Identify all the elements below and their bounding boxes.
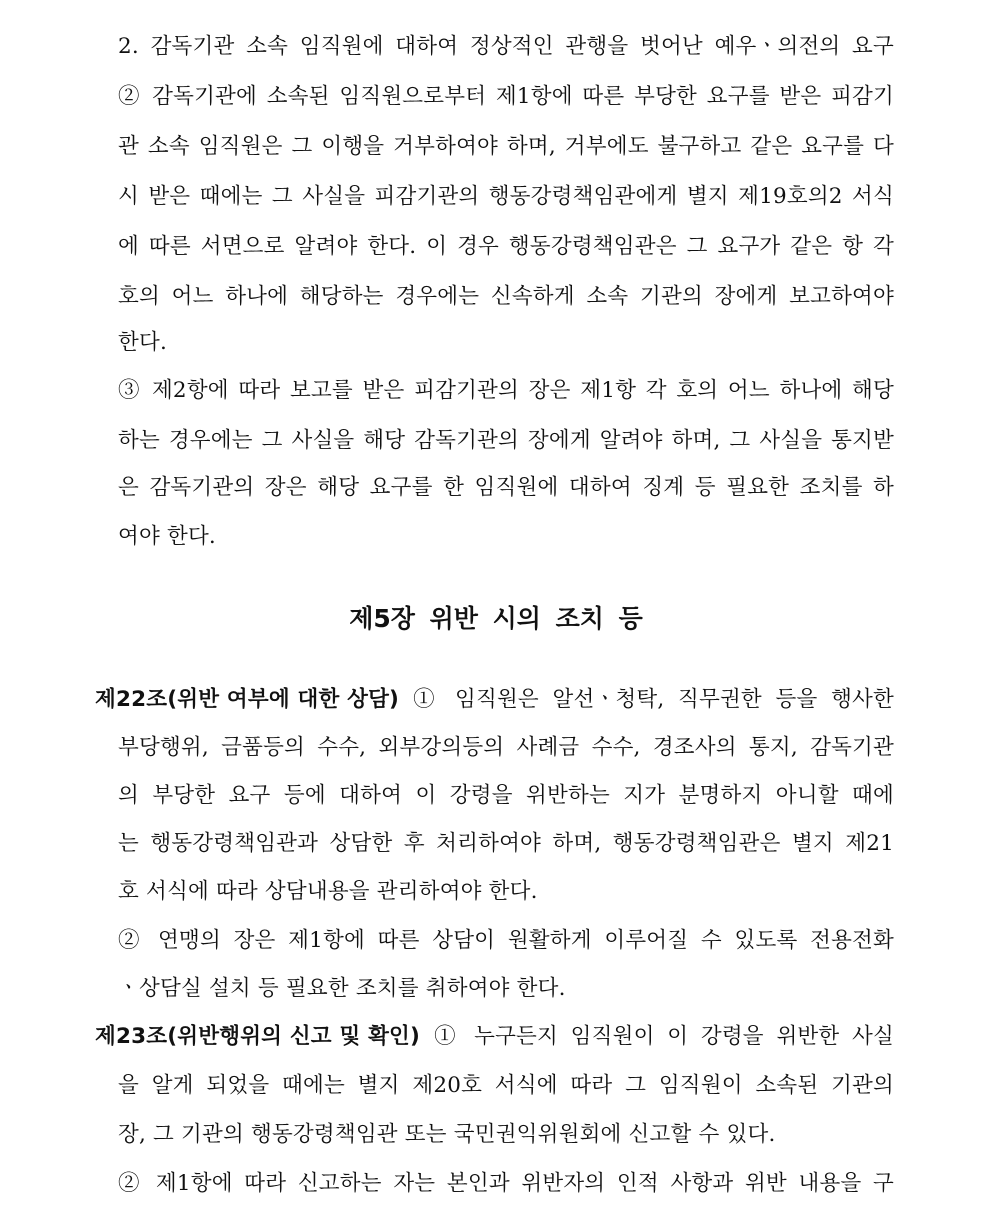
paragraph-2-line-4: 에 따른 서면으로 알려야 한다. 이 경우 행동강령책임관은 그 요구가 같은 항 각 xyxy=(118,234,894,259)
article-23-line-1-text: ① 누구든지 임직원이 이 강령을 위반한 사실 xyxy=(434,1024,894,1049)
paragraph-3-line-3: 은 감독기관의 장은 해당 요구를 한 임직원에 대하여 징계 등 필요한 조치를 하 xyxy=(118,475,894,500)
chapter-title: 제5장 위반 시의 조치 등 xyxy=(349,604,643,633)
article-22-line-1-text: ① 임직원은 알선ㆍ청탁, 직무권한 등을 행사한 xyxy=(413,687,894,712)
article-22-line-2: 부당행위, 금품등의 수수, 외부강의등의 사례금 수수, 경조사의 통지, 감독기관 xyxy=(118,735,894,760)
article-23-first-line xyxy=(95,1022,894,1052)
article-23-line-3: 장, 그 기관의 행동강령책임관 또는 국민권익위원회에 신고할 수 있다. xyxy=(118,1122,776,1147)
article-23-line-2: 을 알게 되었을 때에는 별지 제20호 서식에 따라 그 임직원이 소속된 기관의 xyxy=(118,1073,894,1098)
article-22-heading: 제22조(위반 여부에 대한 상담) xyxy=(95,687,400,712)
article-22-line-4: 는 행동강령책임관과 상담한 후 처리하여야 하며, 행동강령책임관은 별지 제21 xyxy=(118,831,894,856)
paragraph-2-line-2: 관 소속 임직원은 그 이행을 거부하여야 하며, 거부에도 불구하고 같은 요구를 다 xyxy=(118,134,894,159)
paragraph-2-line-1: ② 감독기관에 소속된 임직원으로부터 제1항에 따른 부당한 요구를 받은 피감기 xyxy=(118,84,894,109)
paragraph-3-line-1: ③ 제2항에 따라 보고를 받은 피감기관의 장은 제1항 각 호의 어느 하나에 해당 xyxy=(118,378,894,403)
paragraph-2-line-6: 한다. xyxy=(118,330,167,355)
paragraph-2-line-3: 시 받은 때에는 그 사실을 피감기관의 행동강령책임관에게 별지 제19호의2 서식 xyxy=(118,184,894,209)
article-22-paragraph-2-line-2: ㆍ상담실 설치 등 필요한 조치를 취하여야 한다. xyxy=(118,976,566,1001)
paragraph-3-line-4: 여야 한다. xyxy=(118,524,216,549)
article-22-line-5: 호 서식에 따라 상담내용을 관리하여야 한다. xyxy=(118,879,538,904)
article-22-first-line xyxy=(95,685,894,715)
paragraph-3-line-2: 하는 경우에는 그 사실을 해당 감독기관의 장에게 알려야 하며, 그 사실을 통지받 xyxy=(118,428,894,453)
article-23-paragraph-2-line-1: ② 제1항에 따라 신고하는 자는 본인과 위반자의 인적 사항과 위반 내용을 구 xyxy=(118,1171,894,1196)
article-23-heading: 제23조(위반행위의 신고 및 확인) xyxy=(95,1024,421,1049)
article-22-paragraph-2-line-1: ② 연맹의 장은 제1항에 따른 상담이 원활하게 이루어질 수 있도록 전용전화 xyxy=(118,928,894,953)
article-22-line-3: 의 부당한 요구 등에 대하여 이 강령을 위반하는 지가 분명하지 아니할 때에 xyxy=(118,783,894,808)
paragraph-2-line-5: 호의 어느 하나에 해당하는 경우에는 신속하게 소속 기관의 장에게 보고하여야 xyxy=(118,284,894,309)
item-2-line: 2. 감독기관 소속 임직원에 대하여 정상적인 관행을 벗어난 예우ㆍ의전의 요구 xyxy=(118,34,894,59)
